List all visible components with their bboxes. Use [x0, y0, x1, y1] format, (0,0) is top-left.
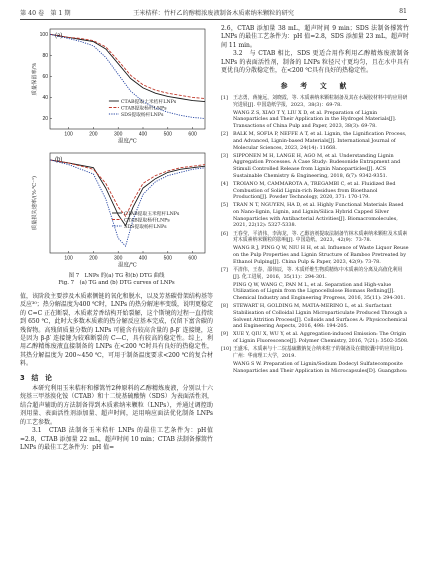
x-tick-label: 200 — [89, 255, 98, 262]
reference-item — [221, 231, 409, 244]
reference-item — [221, 282, 409, 302]
reference-text: PING Q W, WANG C, PAN M L, et al. Separation and High-value Utilization of Lignin from the Lignocellulose Biomass Refining[J]. Chemical Industry and Engineering Progress, 2016, 35(11): 294-301. — [233, 281, 406, 302]
reference-text: WANG S W. Preparation of Lignin/Sodium Dodecyl Sulfatecomposite Nanoparticles and Their Application in Microcapsules[D]. Guangzhou: — [233, 360, 408, 374]
legend-label: CTAB提取杨杆LNPs — [120, 106, 167, 112]
reference-number: [7] — [221, 266, 228, 273]
panel-label: (a) — [55, 33, 63, 39]
reference-item — [221, 346, 409, 359]
tg-dtg-chart — [20, 25, 213, 273]
reference-text: TROIANO M, CAMMAROTA A, TREGAMBI C, et al. Fluidized Bed Combustion of Solid Lignin-rich Residues from Bioethanol Production[J]. Powder Technology, 2020, 371: 170-179. — [233, 180, 396, 201]
x-tick-label: 500 — [163, 255, 172, 262]
x-tick-label: 200 — [89, 131, 98, 138]
left-column — [20, 25, 213, 452]
series-line — [50, 160, 205, 216]
x-tick-label: 300 — [114, 255, 123, 262]
reference-text: 平清伟，王春，邵伟辰，等. 木质纤维生物质精炼中木质素的分离及高值化利用[J]. 化工进展，2016，35(11)：294-301. — [233, 266, 403, 280]
conclusion-continued: 2.6，CTAB 添加量 38 mL，超声时间 9 min；SDS 法制备撑篙竹 LNPs 的最佳工艺条件为：pH 值=2.8，SDS 添加量 23 mL，超声时间 11 min。 — [221, 25, 409, 49]
figure-caption-cn: 图 7 LNPs 的(a) TG 和(b) DTG 曲线 — [68, 273, 165, 279]
reference-item — [221, 202, 409, 229]
figure-caption-en: Fig. 7 (a) TG and (b) DTG curves of LNPs — [58, 280, 175, 286]
reference-number: [8] — [221, 303, 228, 310]
reference-number: [10] — [221, 346, 232, 353]
panel-label: (b) — [55, 157, 63, 163]
series-line — [50, 34, 205, 98]
reference-item — [221, 153, 409, 180]
header-rule — [20, 19, 407, 20]
x-tick-label: 400 — [138, 255, 148, 262]
running-title: 王米桔样：竹杆乙的醇精浓废液制备木质素纳米颗粒的研究 — [133, 10, 294, 17]
reference-item — [221, 331, 409, 344]
reference-item — [221, 245, 409, 265]
reference-item — [221, 303, 409, 330]
reference-list — [221, 95, 409, 375]
y-tick-label: 40 — [42, 95, 48, 102]
reference-number: [4] — [221, 180, 228, 187]
figure-7 — [20, 25, 213, 273]
reference-text: STEWART H, GOLDING M, MATIA-MERINO L, et al. Surfactant Stabilisation of Colloidal Lignin Microparticulate Produced Through a Solvent Attrition Process[J]. Colloids and Surfaces A: Physicochemical and Engineering Aspects, 2016, 498: 194-205. — [233, 303, 408, 330]
reference-number: [9] — [221, 331, 228, 338]
legend-label: CTAB提取土米桔杆LNPs — [120, 99, 177, 105]
legend-label: SDS提取杨杆LNPs — [124, 224, 167, 230]
series-line — [50, 34, 205, 101]
journal-volume: 第 40 卷 第 1 期 — [20, 10, 71, 17]
reference-item — [221, 181, 409, 201]
conclusion-item-3-1: 3.1 CTAB 法制备玉米秸秆 LNPs 的最佳工艺条件为：pH值=2.8，CTAB 添加量 22 mL，超声时间 10 min；CTAB 法制备撑篙竹 LNPs 的最佳工艺条件为：pH 值= — [20, 427, 213, 451]
y-axis-label: 质量损失速率/(%·℃⁻¹) — [32, 175, 38, 231]
reference-text: SIPPONEN M H, LANGE H, AGO M, et al. Understanding Lignin Aggregation Processes. A Case Study: Budesonide Entrapment and Stimuli Controlled Release from Lignin Nanoparticles[J]. ACS Sustainable Chemistry & Engineering, 2018, 6(7): 9342-9351. — [233, 152, 401, 179]
references-heading: 参 考 文 献 — [280, 82, 350, 91]
reference-number: [3] — [221, 152, 228, 159]
reference-number: [1] — [221, 94, 228, 101]
reference-text: BALK M, SOFIA P, NEFFE A T, et al. Lignin, the Lignification Process, and Advanced, Lignin-based Materials[J]. International Journal of Molecular Sciences, 2023, 24(14): 11668. — [233, 131, 407, 151]
conclusion-paragraph: 本研究利用玉米秸秆和撑篙竹2种原料的乙醇精炼废液，分别以十六烷基三甲基溴化铵（CTAB）和十二烷基硫酸钠（SDS）为表面活性剂，结合超声辅助的方法制备得到木质素纳米颗粒（LNPs），并通过调控助剂用量、表面活性剂添加量、超声时间，运用响应面法优化制备 LNPs 的工艺参数。 — [20, 385, 213, 426]
y-axis-label: 质量保留率/% — [32, 62, 38, 96]
y-tick-label: 80 — [42, 53, 48, 60]
reference-item — [221, 110, 409, 130]
reference-item — [221, 131, 409, 151]
reference-number: [5] — [221, 202, 228, 209]
reference-text: XUE Y, QIU X, WU Y, et al. Aggregation-induced Emission: The Origin of Lignin Fluorescence[J]. Polymer Chemistry, 2016, 7(21): 3502-3508. — [233, 331, 409, 345]
x-axis-label: 温度/℃ — [118, 262, 137, 269]
reference-text: 王志勇，蒋施远，刘晓霞，等. 木质素纳米颗粒制备及其在水凝胶材料中的应用研究进展[J]. 中国造纸学报，2023，38(3)：69-78. — [233, 94, 408, 108]
reference-number: [6] — [221, 230, 228, 237]
body-paragraph: 值，该阶段主要涉及木质素侧链的氧化和脱水，以及芳基碳骨架结构基等反应³⁰；热分解温度为400 ℃时，LNPs 的热分解速率变缓，说明更稳定的 C=C 正在断裂，木质素芳香结构开始裂解，这个斯境的过程一直持续到 650 ℃，此时大多数木质素的热分解反应基本完成，仅留下富含碳的残留物。高残留质量分数的 LNPs 可能含有较高含量的 β-β′ 连接键，这是因为 β-β′ 连接键为较难断裂的 C—C，具有较高的稳定性。综上，利用乙醇精炼废液直接制备的 LNPs 在<200 ℃时具有良好的热稳定性，其热分解温度为 200~450 ℃，可用于制备温度要求<200 ℃的复合材料。 — [20, 293, 213, 368]
x-tick-label: 600 — [188, 131, 197, 138]
y-tick-label: 20 — [42, 116, 48, 123]
reference-text: 王春莹，平清伟，李海龙，等. 乙醇溶剂提取法制备竹林木质素纳米颗粒及木质素对木质素纳米颗粒的影响[J]. 中国造纸，2023，42(9)：73-78. — [233, 230, 408, 244]
x-axis-label: 温度/℃ — [118, 138, 137, 145]
y-tick-label: 100 — [39, 31, 48, 38]
x-tick-label: 300 — [114, 131, 123, 138]
reference-item — [221, 95, 409, 108]
legend-label: CTAB提取玉米秸杆LNPs — [124, 211, 180, 217]
page-number: 81 — [399, 8, 407, 15]
reference-item — [221, 267, 409, 280]
x-tick-label: 100 — [64, 255, 73, 262]
reference-text: WANG R J, PING Q W, NIU H H, et al. Influence of Waste Liquor Reuse on the Pulp Properties and Lignin Structure of Bamboo Pretreated by Ethanol Pulping[J]. China Pulp & Paper, 2023, 42(9): 73-78. — [233, 245, 409, 265]
y-tick-label: 60 — [42, 74, 48, 81]
conclusion-item-3-2: 3.2 与 CTAB 相比，SDS 更适合用作利用乙醇精炼废液制备 LNPs 的表面活性剂，制备的 LNPs 粒径尺寸更均匀，且在水中具有更优良的分散稳定性，在<200 ℃具有良好的热稳定性。 — [221, 50, 409, 75]
section-heading-conclusion: 3 结 论 — [20, 373, 52, 382]
legend-label: SDS提取杨杆LNPs — [120, 112, 164, 118]
x-tick-label: 500 — [163, 131, 172, 138]
x-tick-label: 100 — [64, 131, 73, 138]
reference-number: [2] — [221, 131, 228, 138]
reference-item — [221, 361, 409, 374]
right-column — [221, 25, 409, 376]
series-line — [50, 160, 205, 246]
legend-label: CTAB提取杨杆LNPs — [124, 218, 170, 224]
plot-frame — [50, 153, 205, 253]
reference-text: TRAN N T, NGUYEN, HA D, et al. Highly Functional Materials Based on Nano-lignin, Lignin, and Lignin/Silica Hybrid Capped Silver Nanoparticles with Antibacterial Activities[J]. Biomacromolecules, 2021, 22(12): 5327-5338. — [233, 202, 404, 229]
x-tick-label: 600 — [188, 255, 197, 262]
reference-text: 王盛禾，木质素与十二烷基硫酸钠复合纳米粒子的制备及在微胶囊中的应用[D]. 广州：华南理工大学，2019. — [233, 346, 404, 359]
reference-text: WANG Z S, XIAO T Y, LIU X D, et al. Preparation of Lignin Nanoparticles and Their Application in the Hydrogel Materials[J]. Transactions of China Pulp and Paper, 2023, 38(3): 69-78. — [233, 109, 397, 130]
x-tick-label: 400 — [138, 131, 148, 138]
